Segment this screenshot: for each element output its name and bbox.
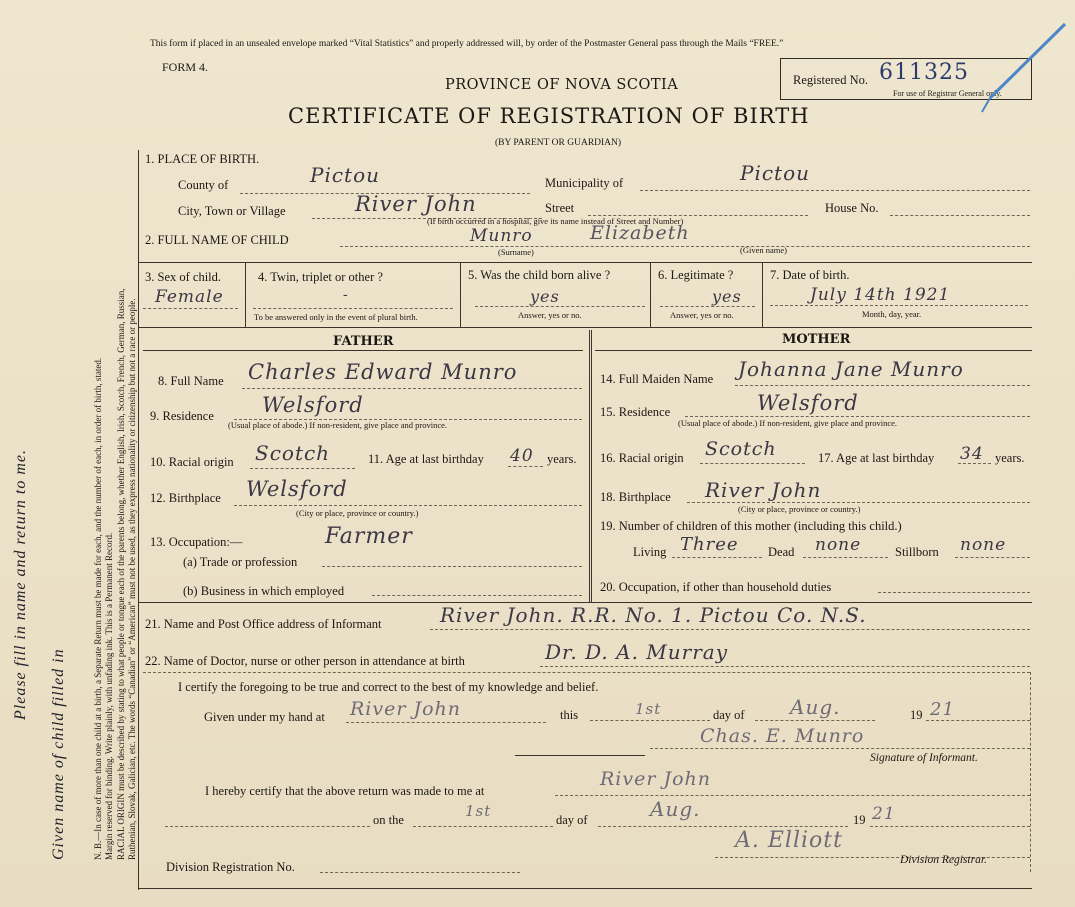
date-of-birth-value: July 14th 1921 [810, 285, 951, 305]
mother-residence-note: (Usual place of abode.) If non-resident, give place and province. [678, 418, 898, 428]
legitimate-value: yes [712, 287, 742, 306]
mother-maiden-name: Johanna Jane Munro [738, 357, 964, 381]
father-racial-label: 10. Racial origin [150, 455, 234, 469]
father-age-label: 11. Age at last birthday [368, 452, 484, 466]
mother-birthplace-label: 18. Birthplace [600, 490, 671, 504]
father-heading: FATHER [333, 334, 394, 349]
alive-label: 5. Was the child born alive ? [468, 268, 611, 282]
city-label: City, Town or Village [178, 204, 286, 218]
cert-month: Aug. [790, 695, 841, 719]
sex-value: Female [155, 287, 224, 307]
this-label: this [560, 708, 579, 722]
signature-caption: Signature of Informant. [870, 752, 978, 764]
side-handwriting-2: Given name of child filled in [50, 648, 67, 860]
mother-age: 34 [960, 444, 984, 464]
mother-residence-label: 15. Residence [600, 405, 671, 419]
sex-label: 3. Sex of child. [145, 270, 222, 284]
father-birthplace-label: 12. Birthplace [150, 491, 221, 505]
blue-pencil-mark [960, 20, 1070, 120]
stillborn-value: none [960, 535, 1007, 555]
house-label: House No. [825, 201, 879, 215]
stillborn-label: Stillborn [895, 545, 939, 559]
cert-year-prefix: 19 [910, 708, 923, 722]
living-value: Three [680, 534, 739, 555]
father-birthplace: Welsford [246, 477, 348, 501]
business-label: (b) Business in which employed [183, 584, 345, 598]
mother-name-label: 14. Full Maiden Name [600, 372, 714, 386]
registrar-year: 21 [872, 804, 896, 824]
date-note: Month, day, year. [862, 309, 922, 319]
street-label: Street [545, 201, 575, 215]
side-note-4: Ruthenian, Slovak, Galician, etc. The words “Canadian” or “American” must not be used, as they express nationality or citizenship but not a race or people. [127, 298, 137, 860]
twin-value: - [343, 287, 349, 303]
informant-signature: Chas. E. Munro [700, 725, 865, 747]
division-registration-label: Division Registration No. [166, 860, 295, 874]
surname-caption: (Surname) [498, 247, 534, 257]
cert-day-of-label: day of [713, 708, 745, 722]
registrar-day-of-label: day of [556, 813, 588, 827]
side-handwriting-1: Please fill in name and return to me. [12, 448, 29, 720]
form-number: FORM 4. [162, 60, 209, 74]
mother-birthplace: River John [705, 478, 822, 502]
dead-label: Dead [768, 545, 795, 559]
left-border [138, 150, 139, 890]
alive-note: Answer, yes or no. [518, 310, 582, 320]
child-name-label: 2. FULL NAME OF CHILD [145, 233, 289, 247]
doctor-value: Dr. D. A. Murray [545, 640, 729, 664]
division-registrar-caption: Division Registrar. [900, 854, 987, 866]
registered-label: Registered No. [793, 73, 868, 87]
mother-residence: Welsford [757, 391, 859, 415]
place-of-birth-heading: 1. PLACE OF BIRTH. [145, 152, 260, 166]
father-name: Charles Edward Munro [248, 360, 518, 384]
father-residence-note: (Usual place of abode.) If non-resident, give place and province. [228, 420, 448, 430]
dead-value: none [815, 535, 862, 555]
registrar-year-prefix: 19 [853, 813, 866, 827]
twin-label: 4. Twin, triplet or other ? [258, 270, 383, 284]
father-residence-label: 9. Residence [150, 409, 214, 423]
legitimate-label: 6. Legitimate ? [658, 268, 734, 282]
registrar-month: Aug. [650, 797, 701, 821]
registrar-day: 1st [465, 802, 492, 820]
province-heading: PROVINCE OF NOVA SCOTIA [445, 77, 679, 93]
on-the-label: on the [373, 813, 404, 827]
hospital-note: (If birth occurred in a hospital, give its name instead of Street and Number) [427, 216, 684, 226]
mother-age-unit: years. [995, 451, 1025, 465]
informant-value: River John. R.R. No. 1. Pictou Co. N.S. [440, 603, 867, 627]
registered-note: For use of Registrar General only. [893, 89, 1002, 98]
municipality-value: Pictou [740, 161, 811, 185]
cert-year: 21 [930, 699, 955, 720]
trade-label: (a) Trade or profession [183, 555, 298, 569]
given-under-label: Given under my hand at [204, 710, 325, 724]
child-surname: Munro [470, 226, 533, 246]
mother-racial: Scotch [705, 438, 777, 460]
father-residence: Welsford [262, 393, 364, 417]
father-name-label: 8. Full Name [158, 374, 224, 388]
children-label: 19. Number of children of this mother (including this child.) [600, 519, 902, 533]
side-note-1: Margin reserved for binding. Write plainly, with unfading ink. This is a Permanent Record. [104, 532, 114, 860]
registered-number: 611325 [879, 60, 969, 85]
alive-value: yes [530, 287, 560, 306]
father-age: 40 [510, 446, 534, 466]
postal-notice: This form if placed in an unsealed envelope marked “Vital Statistics” and properly addressed will, by order of the Postmaster General pass through the Mails “FREE.” [150, 39, 784, 49]
legitimate-note: Answer, yes or no. [670, 310, 734, 320]
mother-racial-label: 16. Racial origin [600, 451, 684, 465]
mother-birthplace-note: (City or place, province or country.) [738, 504, 861, 514]
municipality-label: Municipality of [545, 176, 624, 190]
father-birthplace-note: (City or place, province or country.) [296, 508, 419, 518]
side-note-3: RACIAL ORIGIN must be described by stating to what people or tongue each of the parents belong, whether English, Irish, Scotch, French, German, Russian, [116, 288, 126, 860]
city-value: River John [355, 192, 477, 216]
father-occupation: Farmer [325, 524, 413, 549]
county-value: Pictou [310, 163, 381, 187]
page-subtitle: (BY PARENT OR GUARDIAN) [495, 138, 622, 148]
registrar-certify-text: I hereby certify that the above return was made to me at [205, 784, 485, 798]
date-of-birth-label: 7. Date of birth. [770, 268, 850, 282]
page-title: CERTIFICATE OF REGISTRATION OF BIRTH [288, 104, 810, 128]
living-label: Living [633, 545, 667, 559]
child-given-name: Elizabeth [590, 222, 690, 244]
informant-label: 21. Name and Post Office address of Informant [145, 617, 382, 631]
given-place: River John [350, 698, 462, 720]
cert-day: 1st [635, 700, 662, 718]
given-name-caption: (Given name) [740, 245, 787, 255]
mother-age-label: 17. Age at last birthday [818, 451, 935, 465]
twin-note: To be answered only in the event of plural birth. [254, 312, 418, 322]
father-age-unit: years. [547, 452, 577, 466]
mother-heading: MOTHER [782, 332, 851, 347]
registrar-signature: A. Elliott [735, 828, 843, 853]
side-note-2: N. B.—In case of more than one child at a birth, a Separate Return must be made for each, and the number of each, in order of birth, stated. [93, 357, 103, 860]
father-occupation-label: 13. Occupation:— [150, 535, 243, 549]
county-label: County of [178, 178, 229, 192]
certify-text: I certify the foregoing to be true and correct to the best of my knowledge and belief. [178, 680, 599, 694]
father-racial: Scotch [255, 441, 331, 465]
registrar-place: River John [600, 768, 712, 790]
doctor-label: 22. Name of Doctor, nurse or other person in attendance at birth [145, 654, 465, 668]
mother-occupation-label: 20. Occupation, if other than household duties [600, 580, 832, 594]
